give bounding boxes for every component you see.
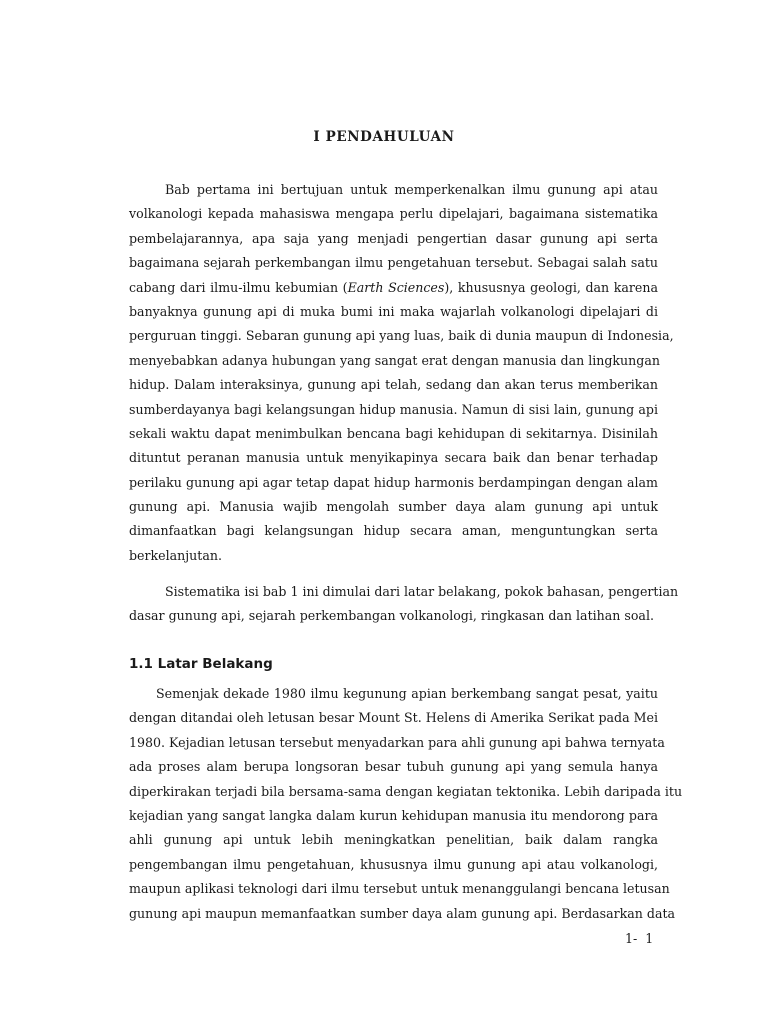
paragraph-line: bagaimana sejarah perkembangan ilmu pengetahuan tersebut. Sebagai salah satu xyxy=(129,255,658,271)
paragraph-line: berkelanjutan. xyxy=(129,547,222,563)
line-text: cabang dari ilmu-ilmu kebumian ( xyxy=(129,279,348,295)
paragraph-line: Sistematika isi bab 1 ini dimulai dari latar belakang, pokok bahasan, pengertian xyxy=(165,584,679,599)
chapter-title: I PENDAHULUAN xyxy=(313,129,455,145)
paragraph-line: kejadian yang sangat langka dalam kurun kehidupan manusia itu mendorong para xyxy=(129,807,658,823)
paragraph-line: menyebabkan adanya hubungan yang sangat erat dengan manusia dan lingkungan xyxy=(129,352,660,368)
paragraph-line xyxy=(129,276,658,300)
paragraph-line: pembelajarannya, apa saja yang menjadi pengertian dasar gunung api serta xyxy=(129,230,658,246)
paragraph-line: perguruan tinggi. Sebaran gunung api yang luas, baik di dunia maupun di Indonesia, xyxy=(129,328,674,344)
paragraph-line: hidup. Dalam interaksinya, gunung api telah, sedang dan akan terus memberikan xyxy=(129,377,658,393)
earth-sciences-term: Earth Sciences xyxy=(347,279,445,295)
intro-paragraph xyxy=(129,178,674,568)
paragraph-line: gunung api. Manusia wajib mengolah sumber daya alam gunung api untuk xyxy=(129,499,658,515)
paragraph-line: dituntut peranan manusia untuk menyikapinya secara baik dan benar terhadap xyxy=(129,450,658,466)
paragraph-line: Bab pertama ini bertujuan untuk memperkenalkan ilmu gunung api atau xyxy=(165,182,658,197)
paragraph-line: ada proses alam berupa longsoran besar tubuh gunung api yang semula hanya xyxy=(129,759,658,775)
paragraph-line: Semenjak dekade 1980 ilmu kegunung apian berkembang sangat pesat, yaitu xyxy=(156,686,658,701)
paragraph-line: ahli gunung api untuk lebih meningkatkan penelitian, baik dalam rangka xyxy=(129,832,658,848)
page-number: 1- 1 xyxy=(625,931,654,946)
paragraph-line: sumberdayanya bagi kelangsungan hidup manusia. Namun di sisi lain, gunung api xyxy=(129,401,658,417)
line-text: ), khususnya geologi, dan karena xyxy=(444,279,659,295)
paragraph-line: diperkirakan terjadi bila bersama-sama dengan kegiatan tektonika. Lebih daripada itu xyxy=(129,783,683,799)
paragraph-line: banyaknya gunung api di muka bumi ini maka wajarlah volkanologi dipelajari di xyxy=(129,303,658,319)
paragraph-line: volkanologi kepada mahasiswa mengapa perlu dipelajari, bagaimana sistematika xyxy=(129,206,658,222)
paragraph-line: perilaku gunung api agar tetap dapat hidup harmonis berdampingan dengan alam xyxy=(129,474,658,490)
paragraph-line: sekali waktu dapat menimbulkan bencana bagi kehidupan di sekitarnya. Disinilah xyxy=(129,425,658,441)
systematics-paragraph xyxy=(129,580,679,629)
paragraph-line: gunung api maupun memanfaatkan sumber daya alam gunung api. Berdasarkan data xyxy=(129,905,676,921)
paragraph-line: dimanfaatkan bagi kelangsungan hidup secara aman, menguntungkan serta xyxy=(129,523,658,539)
paragraph-line: dasar gunung api, sejarah perkembangan volkanologi, ringkasan dan latihan soal. xyxy=(129,608,654,624)
section-heading: 1.1 Latar Belakang xyxy=(129,656,273,672)
paragraph-line: dengan ditandai oleh letusan besar Mount St. Helens di Amerika Serikat pada Mei xyxy=(129,710,658,726)
paragraph-line: 1980. Kejadian letusan tersebut menyadarkan para ahli gunung api bahwa ternyata xyxy=(129,734,665,750)
paragraph-line: pengembangan ilmu pengetahuan, khususnya ilmu gunung api atau volkanologi, xyxy=(129,856,658,872)
paragraph-line: maupun aplikasi teknologi dari ilmu tersebut untuk menanggulangi bencana letusan xyxy=(129,881,670,897)
background-paragraph xyxy=(129,682,683,926)
